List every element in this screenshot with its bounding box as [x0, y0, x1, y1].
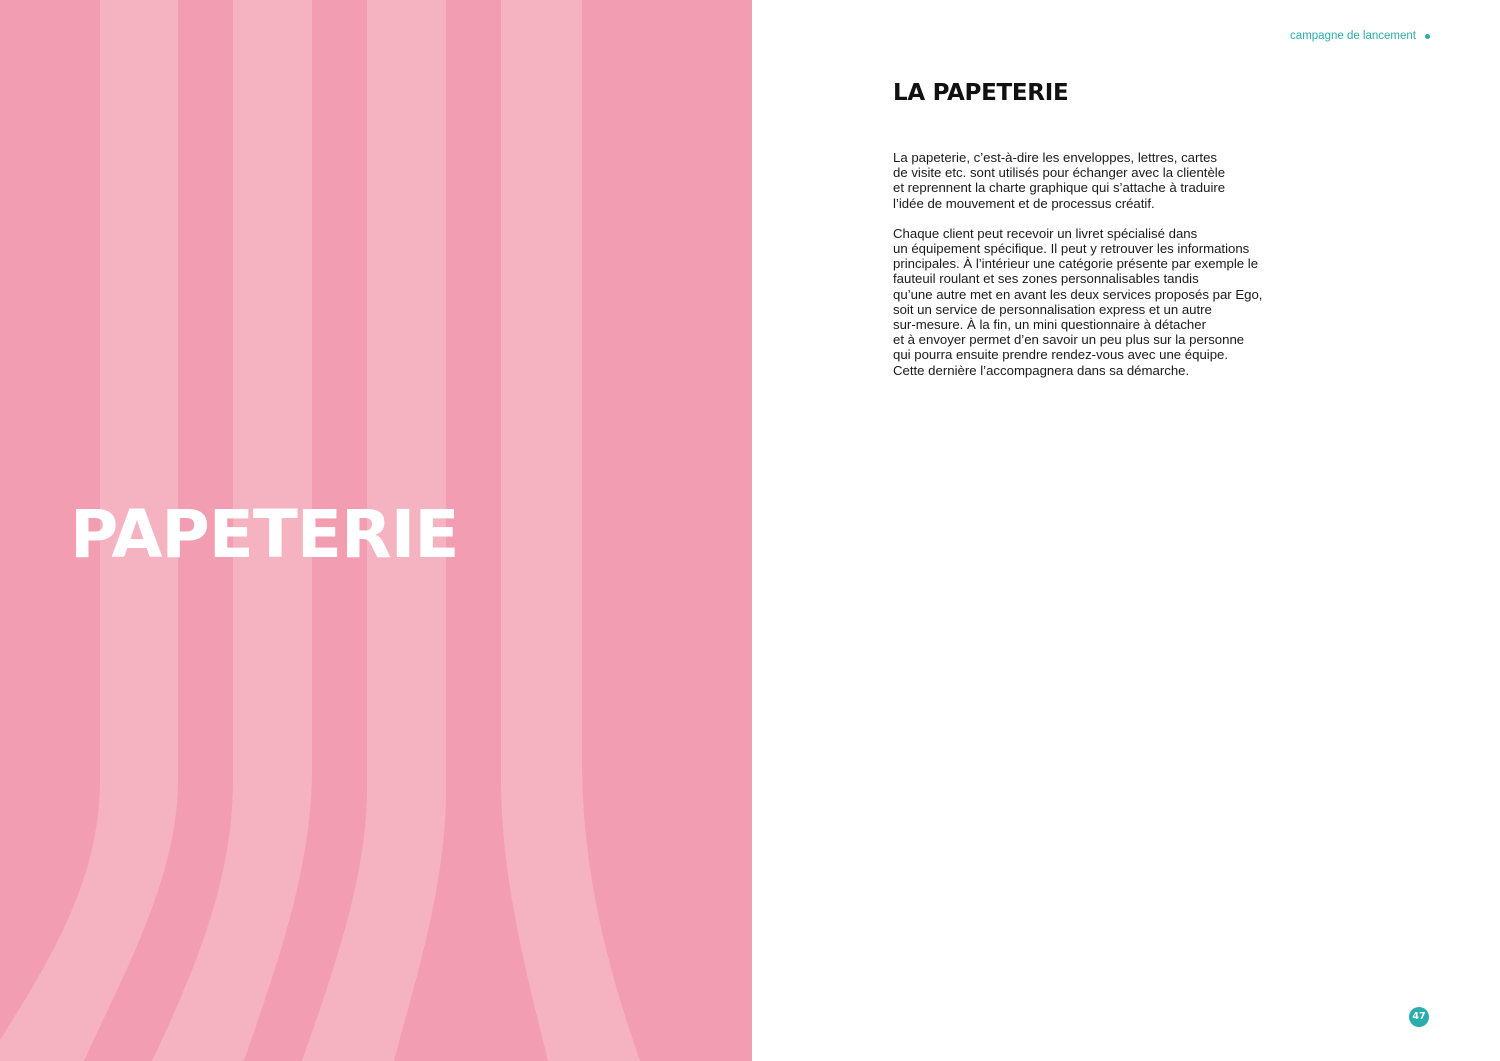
running-header-text: campagne de lancement — [1290, 30, 1416, 42]
text-line: qui pourra ensuite prendre rendez-vous avec une équipe. — [893, 347, 1229, 363]
text-line: La papeterie, c’est-à-dire les enveloppes, lettres, cartes — [893, 150, 1217, 165]
right-page-content — [752, 0, 1500, 1061]
text-line: soit un service de personnalisation express et un autre — [893, 301, 1212, 317]
text-line: fauteuil roulant et ses zones personnalisables tandis — [893, 271, 1199, 287]
page-number-badge: 47 — [1409, 1007, 1429, 1027]
header-dot-icon — [1425, 34, 1430, 39]
cover-title: PAPETERIE — [70, 496, 459, 573]
paragraph-booklet — [893, 226, 1293, 378]
text-line: l’idée de mouvement et de processus créatif. — [893, 195, 1155, 211]
text-line: et reprennent la charte graphique qui s’attache à traduire — [893, 180, 1226, 196]
text-line: de visite etc. sont utilisés pour échanger avec la clientèle — [893, 165, 1226, 181]
section-heading: LA PAPETERIE — [893, 80, 1069, 106]
text-line: et à envoyer permet d’en savoir un peu plus sur la personne — [893, 332, 1245, 348]
paragraph-intro — [893, 150, 1293, 211]
running-header — [1290, 30, 1430, 42]
text-line: Chaque client peut recevoir un livret spécialisé dans — [893, 225, 1198, 241]
text-line: sur-mesure. À la fin, un mini questionnaire à détacher — [893, 317, 1206, 333]
text-line: qu’une autre met en avant les deux services proposés par Ego, — [893, 286, 1263, 302]
text-line: principales. À l’intérieur une catégorie présente par exemple le — [893, 256, 1259, 272]
text-line: Cette dernière l’accompagnera dans sa démarche. — [893, 362, 1190, 378]
body-text — [893, 150, 1293, 393]
text-line: un équipement spécifique. Il peut y retrouver les informations — [893, 241, 1250, 257]
